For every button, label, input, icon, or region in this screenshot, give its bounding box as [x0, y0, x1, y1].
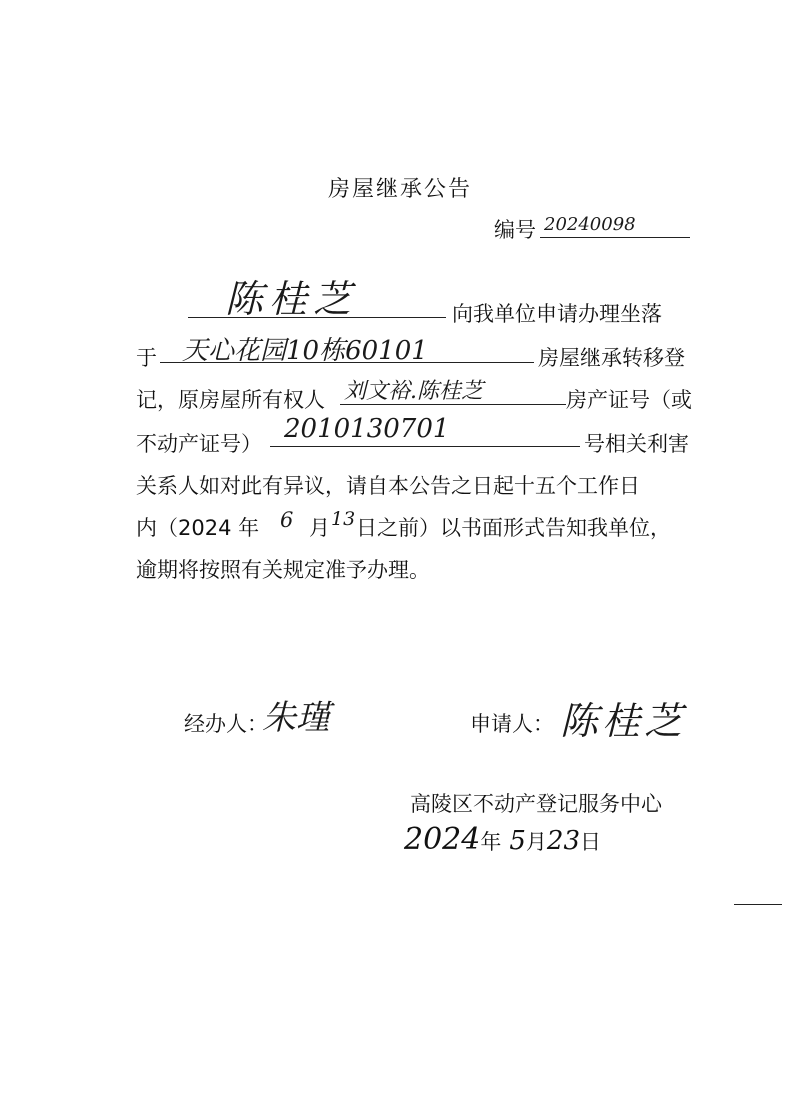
handler-label: 经办人：	[184, 712, 268, 736]
issuer-name: 高陵区不动产登记服务中心	[410, 792, 662, 816]
body-line-2-head: 于	[136, 346, 157, 370]
applicant-signature: 陈桂芝	[560, 699, 687, 743]
handler-signature: 朱瑾	[262, 698, 330, 738]
date-day-handwritten: 23	[546, 826, 580, 856]
applicant-label: 申请人：	[470, 712, 554, 736]
address-handwritten: 天心花园10栋60101	[182, 336, 428, 366]
body-line-3-head: 记，原房屋所有权人	[136, 388, 325, 412]
date-month-handwritten: 5	[509, 826, 526, 856]
body-line-4-tail: 号相关利害	[584, 432, 689, 456]
serial-label: 编号	[494, 218, 536, 242]
applicant-name-handwritten: 陈桂芝	[225, 277, 358, 321]
cert-no-handwritten: 2010130701	[284, 414, 450, 444]
body-line-3-tail: 房产证号（或	[566, 388, 692, 412]
body-line-6-tail: 日之前）以书面形式告知我单位，	[356, 516, 671, 540]
page-title: 房屋继承公告	[327, 177, 472, 202]
body-line-1: 向我单位申请办理坐落	[452, 302, 662, 326]
date-year-handwritten: 2024	[404, 822, 481, 857]
date-month-suffix: 月	[525, 830, 547, 854]
body-line-7: 逾期将按照有关规定准予办理。	[136, 558, 430, 582]
date-year-suffix: 年	[480, 830, 502, 854]
owners-handwritten: 刘文裕.陈桂芝	[344, 379, 483, 404]
body-line-5: 关系人如对此有异议，请自本公告之日起十五个工作日	[136, 474, 640, 498]
date-day-suffix: 日	[580, 830, 601, 854]
deadline-month-handwritten: 6	[280, 508, 294, 532]
serial-value: 20240098	[544, 214, 636, 235]
issue-date	[404, 822, 601, 857]
body-line-4-head: 不动产证号）	[136, 432, 262, 456]
margin-pen-stroke	[734, 904, 782, 905]
body-line-2-tail: 房屋继承转移登	[538, 346, 685, 370]
deadline-day-handwritten: 13	[331, 508, 356, 530]
body-line-6-mid: 月	[309, 516, 330, 540]
body-line-6-head: 内（2024 年	[136, 516, 260, 540]
